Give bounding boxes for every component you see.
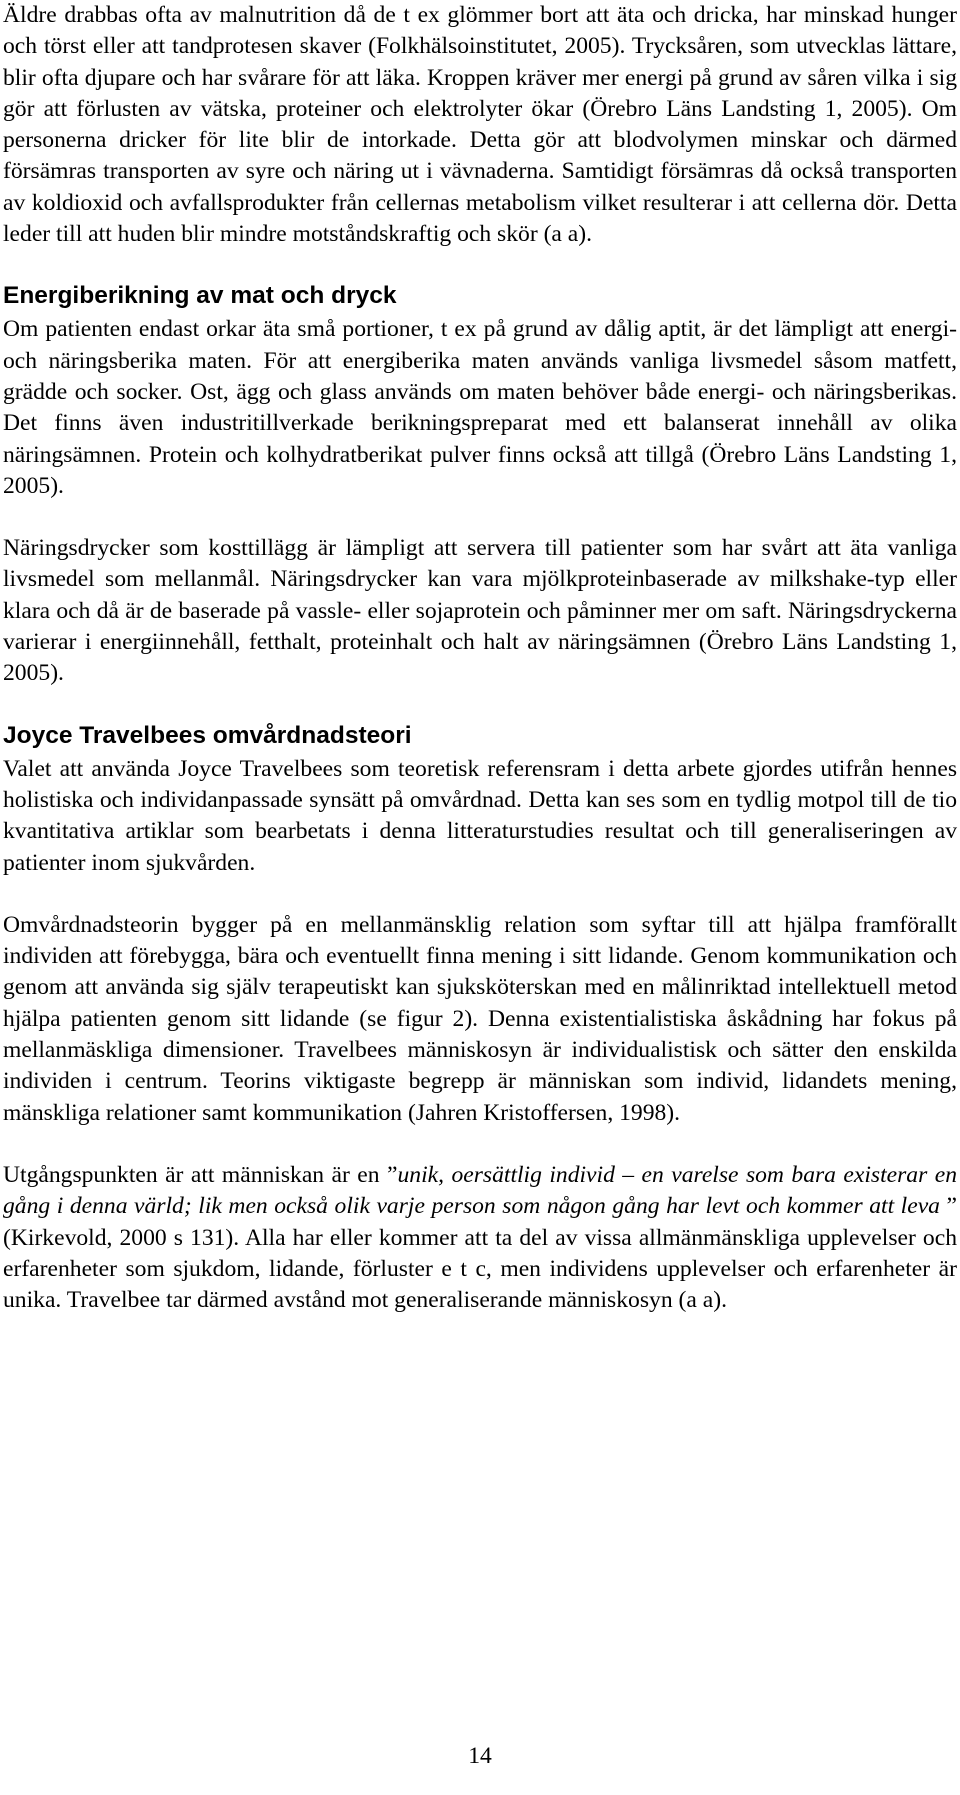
starting-point-lead: Utgångspunkten är att människan är en ” [3,1161,398,1188]
paragraph-malnutrition: Äldre drabbas ofta av malnutrition då de t ex glömmer bort att äta och dricka, har minskad hunger och törst eller att tandprotesen skaver (Folkhälsoinstitutet, 2005). Trycksåren, som utvecklas lättare, blir ofta djupare och har svårare för att läka. Kroppen kräver mer energi på grund av såren vilka i sig gör att förlusten av vätska, proteiner och elektrolyter ökar (Örebro Läns Landsting 1, 2005). Om personerna dricker för lite blir de intorkade. Detta gör att blodvolymen minskar och därmed försämras transporten av syre och näring ut i vävnaderna. Samtidigt försämras då också transporten av koldioxid och avfallsprodukter från cellernas metabolism vilket resulterar i att cellerna dör. Detta leder till att huden blir mindre motståndskraftig och skör (a a). [3,2,957,248]
heading-travelbee-theory: Joyce Travelbees omvårdnadsteori [3,721,412,749]
paragraph-starting-point [3,1160,957,1316]
paragraph-energy-enrichment: Om patienten endast orkar äta små portioner, t ex på grund av dålig aptit, är det lämpligt att energi- och näringsberika maten. För att energiberika maten används vanliga livsmedel såsom matfett, grädde och socker. Ost, ägg och glass används om maten behöver både energi- och näringsberikas. Det finns även industritillverkade berikningspreparat med ett balanserat innehåll av olika näringsämnen. Protein och kolhydratberikat pulver finns också att tillgå (Örebro Läns Landsting 1, 2005). [3,316,957,499]
paragraph-travelbee-choice: Valet att använda Joyce Travelbees som teoretisk referensram i detta arbete gjordes utifrån hennes holistiska och individanpassade synsätt på omvårdnad. Detta kan ses som en tydlig motpol till de tio kvantitativa artiklar som bearbetats i denna litteraturstudies resultat och till generaliseringen av patienter inom sjukvården. [3,755,957,876]
paragraph-nutrition-drinks: Näringsdrycker som kosttillägg är lämpligt att servera till patienter som har svårt att äta vanliga livsmedel som mellanmål. Näringsdrycker kan vara mjölkproteinbaserade av milkshake-typ eller klara och då är de baserade på vassle- eller sojaprotein och påminner mer om saft. Näringsdryckerna varierar i energiinnehåll, fetthalt, proteinhalt och halt av näringsämnen (Örebro Läns Landsting 1, 2005). [3,535,957,687]
starting-point-rest: ” (Kirkevold, 2000 s 131). Alla har eller kommer att ta del av vissa allmänmänskliga upplevelser och erfarenheter som sjukdom, lidande, förluster e t c, men individens upplevelser och erfarenheter är unika. Travelbee tar därmed avstånd mot generaliserande människosyn (a a). [3,1193,957,1314]
paragraph-nursing-theory: Omvårdnadsteorin bygger på en mellanmänsklig relation som syftar till att hjälpa framförallt individen att förebygga, bära och eventuellt finna mening i sitt lidande. Genom kommunikation och genom att använda sig själv terapeutiskt kan sjuksköterskan med en målinriktad intellektuell metod hjälpa patienten genom sitt lidande (se figur 2). Denna existentialistiska åskådning har fokus på mellanmäskliga dimensioner. Travelbees människosyn är individualistisk och sätter den enskilda individen i centrum. Teorins viktigaste begrepp är människan som individ, lidandets mening, mänskliga relationer samt kommunikation (Jahren Kristoffersen, 1998). [3,911,957,1126]
heading-energy-enrichment: Energiberikning av mat och dryck [3,282,397,310]
starting-point-quote: unik, oersättlig individ – en varelse som bara existerar en gång i denna värld; lik men också olik varje person som någon gång har levt och kommer att leva [3,1161,957,1220]
page-number: 14 [468,1743,492,1769]
